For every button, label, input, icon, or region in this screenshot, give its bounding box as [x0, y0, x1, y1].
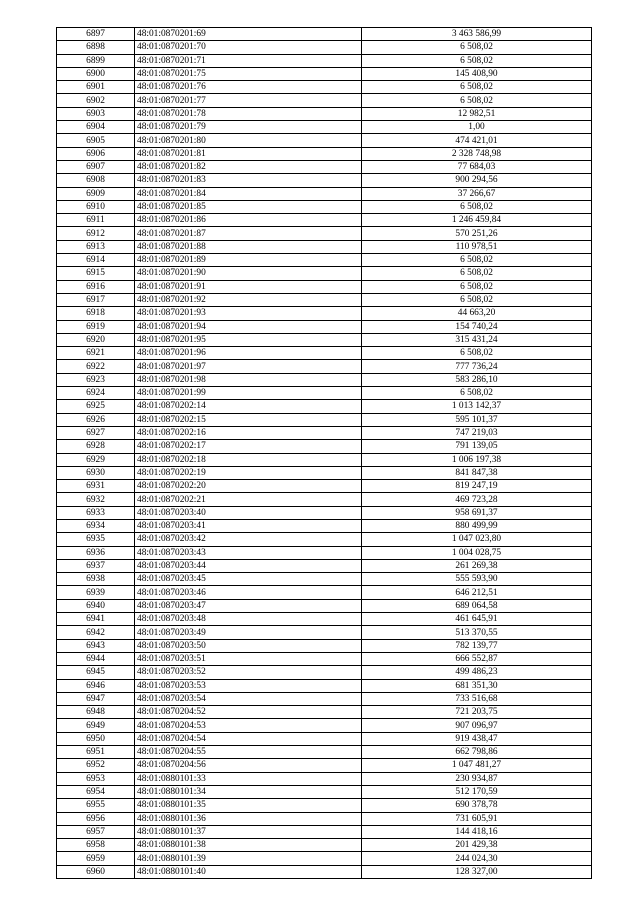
table-row — [57, 519, 592, 532]
cadastral-value-table — [56, 27, 592, 879]
table-row — [57, 533, 592, 546]
row-number-cell: 6928 — [57, 440, 135, 453]
cadastral-number-cell: 48:01:0870202:14 — [135, 400, 362, 413]
cadastral-number-cell: 48:01:0870201:76 — [135, 81, 362, 94]
row-number-cell: 6932 — [57, 493, 135, 506]
cadastral-number-cell: 48:01:0870201:96 — [135, 347, 362, 360]
table-row — [57, 679, 592, 692]
table-row — [57, 812, 592, 825]
cadastral-value-cell: 6 508,02 — [362, 54, 592, 67]
table-row — [57, 586, 592, 599]
cadastral-value-cell: 512 170,59 — [362, 785, 592, 798]
cadastral-number-cell: 48:01:0880101:34 — [135, 785, 362, 798]
row-number-cell: 6931 — [57, 480, 135, 493]
table-row — [57, 54, 592, 67]
cadastral-number-cell: 48:01:0870202:16 — [135, 426, 362, 439]
row-number-cell: 6953 — [57, 772, 135, 785]
table-row — [57, 267, 592, 280]
row-number-cell: 6901 — [57, 81, 135, 94]
row-number-cell: 6922 — [57, 360, 135, 373]
row-number-cell: 6939 — [57, 586, 135, 599]
cadastral-number-cell: 48:01:0870202:15 — [135, 413, 362, 426]
row-number-cell: 6959 — [57, 852, 135, 865]
table-row — [57, 293, 592, 306]
table-row — [57, 626, 592, 639]
table-row — [57, 347, 592, 360]
row-number-cell: 6919 — [57, 320, 135, 333]
cadastral-value-cell: 1 047 023,80 — [362, 533, 592, 546]
cadastral-value-cell: 782 139,77 — [362, 639, 592, 652]
row-number-cell: 6929 — [57, 453, 135, 466]
cadastral-number-cell: 48:01:0880101:37 — [135, 825, 362, 838]
cadastral-number-cell: 48:01:0870201:99 — [135, 387, 362, 400]
cadastral-number-cell: 48:01:0870201:82 — [135, 160, 362, 173]
cadastral-number-cell: 48:01:0870201:83 — [135, 174, 362, 187]
row-number-cell: 6917 — [57, 293, 135, 306]
row-number-cell: 6918 — [57, 307, 135, 320]
table-row — [57, 440, 592, 453]
cadastral-number-cell: 48:01:0870204:52 — [135, 706, 362, 719]
row-number-cell: 6957 — [57, 825, 135, 838]
cadastral-value-cell: 6 508,02 — [362, 347, 592, 360]
cadastral-number-cell: 48:01:0870201:95 — [135, 333, 362, 346]
cadastral-value-cell: 1 004 028,75 — [362, 546, 592, 559]
row-number-cell: 6899 — [57, 54, 135, 67]
row-number-cell: 6946 — [57, 679, 135, 692]
cadastral-number-cell: 48:01:0870201:85 — [135, 200, 362, 213]
cadastral-number-cell: 48:01:0870201:70 — [135, 41, 362, 54]
table-row — [57, 772, 592, 785]
row-number-cell: 6938 — [57, 573, 135, 586]
cadastral-value-cell: 6 508,02 — [362, 41, 592, 54]
cadastral-value-cell: 6 508,02 — [362, 280, 592, 293]
table-row — [57, 652, 592, 665]
table-row — [57, 413, 592, 426]
cadastral-value-cell: 315 431,24 — [362, 333, 592, 346]
cadastral-number-cell: 48:01:0870203:45 — [135, 573, 362, 586]
cadastral-value-cell: 1 047 481,27 — [362, 759, 592, 772]
cadastral-value-cell: 6 508,02 — [362, 254, 592, 267]
row-number-cell: 6940 — [57, 599, 135, 612]
cadastral-value-cell: 261 269,38 — [362, 559, 592, 572]
cadastral-number-cell: 48:01:0870203:53 — [135, 679, 362, 692]
cadastral-value-cell: 777 736,24 — [362, 360, 592, 373]
table-row — [57, 280, 592, 293]
table-row — [57, 825, 592, 838]
table-row — [57, 307, 592, 320]
cadastral-value-cell: 1,00 — [362, 121, 592, 134]
cadastral-value-cell: 919 438,47 — [362, 732, 592, 745]
table-row — [57, 254, 592, 267]
row-number-cell: 6905 — [57, 134, 135, 147]
table-row — [57, 387, 592, 400]
row-number-cell: 6897 — [57, 28, 135, 41]
cadastral-value-cell: 6 508,02 — [362, 267, 592, 280]
row-number-cell: 6900 — [57, 67, 135, 80]
table-row — [57, 360, 592, 373]
cadastral-number-cell: 48:01:0870202:21 — [135, 493, 362, 506]
cadastral-value-cell: 570 251,26 — [362, 227, 592, 240]
row-number-cell: 6954 — [57, 785, 135, 798]
row-number-cell: 6911 — [57, 214, 135, 227]
cadastral-value-cell: 128 327,00 — [362, 865, 592, 878]
cadastral-number-cell: 48:01:0870201:97 — [135, 360, 362, 373]
cadastral-value-cell: 662 798,86 — [362, 746, 592, 759]
cadastral-value-cell: 721 203,75 — [362, 706, 592, 719]
cadastral-number-cell: 48:01:0870201:79 — [135, 121, 362, 134]
cadastral-number-cell: 48:01:0870203:41 — [135, 519, 362, 532]
cadastral-number-cell: 48:01:0870202:19 — [135, 466, 362, 479]
cadastral-number-cell: 48:01:0880101:39 — [135, 852, 362, 865]
cadastral-value-cell: 747 219,03 — [362, 426, 592, 439]
row-number-cell: 6937 — [57, 559, 135, 572]
cadastral-number-cell: 48:01:0870201:84 — [135, 187, 362, 200]
table-row — [57, 852, 592, 865]
table-row — [57, 227, 592, 240]
row-number-cell: 6909 — [57, 187, 135, 200]
cadastral-value-cell: 461 645,91 — [362, 613, 592, 626]
cadastral-value-cell: 145 408,90 — [362, 67, 592, 80]
row-number-cell: 6925 — [57, 400, 135, 413]
table-row — [57, 426, 592, 439]
table-row — [57, 67, 592, 80]
row-number-cell: 6948 — [57, 706, 135, 719]
cadastral-value-cell: 244 024,30 — [362, 852, 592, 865]
row-number-cell: 6941 — [57, 613, 135, 626]
cadastral-number-cell: 48:01:0870201:93 — [135, 307, 362, 320]
table-row — [57, 719, 592, 732]
table-row — [57, 134, 592, 147]
cadastral-number-cell: 48:01:0870201:71 — [135, 54, 362, 67]
cadastral-number-cell: 48:01:0870201:78 — [135, 107, 362, 120]
cadastral-value-cell: 474 421,01 — [362, 134, 592, 147]
table-row — [57, 546, 592, 559]
row-number-cell: 6914 — [57, 254, 135, 267]
row-number-cell: 6920 — [57, 333, 135, 346]
cadastral-number-cell: 48:01:0870204:56 — [135, 759, 362, 772]
cadastral-value-cell: 900 294,56 — [362, 174, 592, 187]
row-number-cell: 6947 — [57, 692, 135, 705]
cadastral-number-cell: 48:01:0880101:40 — [135, 865, 362, 878]
cadastral-value-cell: 733 516,68 — [362, 692, 592, 705]
table-row — [57, 333, 592, 346]
row-number-cell: 6942 — [57, 626, 135, 639]
cadastral-value-cell: 154 740,24 — [362, 320, 592, 333]
cadastral-number-cell: 48:01:0870204:55 — [135, 746, 362, 759]
cadastral-value-cell: 681 351,30 — [362, 679, 592, 692]
table-row — [57, 759, 592, 772]
row-number-cell: 6956 — [57, 812, 135, 825]
cadastral-value-cell: 819 247,19 — [362, 480, 592, 493]
row-number-cell: 6935 — [57, 533, 135, 546]
cadastral-number-cell: 48:01:0870201:86 — [135, 214, 362, 227]
cadastral-value-cell: 44 663,20 — [362, 307, 592, 320]
cadastral-value-cell: 1 246 459,84 — [362, 214, 592, 227]
cadastral-number-cell: 48:01:0870204:53 — [135, 719, 362, 732]
row-number-cell: 6923 — [57, 373, 135, 386]
table-row — [57, 214, 592, 227]
row-number-cell: 6958 — [57, 839, 135, 852]
row-number-cell: 6950 — [57, 732, 135, 745]
row-number-cell: 6949 — [57, 719, 135, 732]
cadastral-value-cell: 77 684,03 — [362, 160, 592, 173]
table-row — [57, 466, 592, 479]
cadastral-value-cell: 2 328 748,98 — [362, 147, 592, 160]
cadastral-number-cell: 48:01:0870203:51 — [135, 652, 362, 665]
cadastral-value-cell: 555 593,90 — [362, 573, 592, 586]
table-row — [57, 41, 592, 54]
cadastral-number-cell: 48:01:0870203:49 — [135, 626, 362, 639]
row-number-cell: 6926 — [57, 413, 135, 426]
table-row — [57, 187, 592, 200]
cadastral-number-cell: 48:01:0870203:42 — [135, 533, 362, 546]
cadastral-number-cell: 48:01:0870201:88 — [135, 240, 362, 253]
cadastral-value-cell: 6 508,02 — [362, 81, 592, 94]
table-row — [57, 200, 592, 213]
cadastral-number-cell: 48:01:0870202:18 — [135, 453, 362, 466]
row-number-cell: 6912 — [57, 227, 135, 240]
row-number-cell: 6904 — [57, 121, 135, 134]
table-row — [57, 160, 592, 173]
table-row — [57, 240, 592, 253]
table-row — [57, 692, 592, 705]
row-number-cell: 6913 — [57, 240, 135, 253]
table-row — [57, 107, 592, 120]
table-row — [57, 666, 592, 679]
table-row — [57, 174, 592, 187]
table-row — [57, 865, 592, 878]
table-row — [57, 480, 592, 493]
cadastral-number-cell: 48:01:0870201:69 — [135, 28, 362, 41]
row-number-cell: 6927 — [57, 426, 135, 439]
cadastral-value-cell: 880 499,99 — [362, 519, 592, 532]
cadastral-value-cell: 1 013 142,37 — [362, 400, 592, 413]
cadastral-number-cell: 48:01:0880101:38 — [135, 839, 362, 852]
row-number-cell: 6951 — [57, 746, 135, 759]
cadastral-value-cell: 689 064,58 — [362, 599, 592, 612]
row-number-cell: 6945 — [57, 666, 135, 679]
cadastral-value-cell: 230 934,87 — [362, 772, 592, 785]
cadastral-value-cell: 513 370,55 — [362, 626, 592, 639]
cadastral-value-cell: 12 982,51 — [362, 107, 592, 120]
cadastral-value-cell: 6 508,02 — [362, 387, 592, 400]
cadastral-number-cell: 48:01:0870203:46 — [135, 586, 362, 599]
cadastral-number-cell: 48:01:0870203:43 — [135, 546, 362, 559]
row-number-cell: 6907 — [57, 160, 135, 173]
cadastral-number-cell: 48:01:0870203:54 — [135, 692, 362, 705]
table-row — [57, 320, 592, 333]
table-row — [57, 121, 592, 134]
row-number-cell: 6924 — [57, 387, 135, 400]
cadastral-number-cell: 48:01:0870201:89 — [135, 254, 362, 267]
table-row — [57, 706, 592, 719]
cadastral-value-cell: 499 486,23 — [362, 666, 592, 679]
cadastral-value-cell: 731 605,91 — [362, 812, 592, 825]
cadastral-value-cell: 110 978,51 — [362, 240, 592, 253]
cadastral-number-cell: 48:01:0870201:98 — [135, 373, 362, 386]
cadastral-number-cell: 48:01:0870201:94 — [135, 320, 362, 333]
cadastral-value-cell: 958 691,37 — [362, 506, 592, 519]
table-row — [57, 81, 592, 94]
cadastral-value-cell: 6 508,02 — [362, 94, 592, 107]
row-number-cell: 6906 — [57, 147, 135, 160]
table-row — [57, 373, 592, 386]
table-body — [57, 28, 592, 879]
row-number-cell: 6952 — [57, 759, 135, 772]
table-row — [57, 493, 592, 506]
row-number-cell: 6910 — [57, 200, 135, 213]
table-row — [57, 453, 592, 466]
row-number-cell: 6902 — [57, 94, 135, 107]
row-number-cell: 6943 — [57, 639, 135, 652]
cadastral-value-cell: 907 096,97 — [362, 719, 592, 732]
cadastral-value-cell: 201 429,38 — [362, 839, 592, 852]
table-row — [57, 400, 592, 413]
table-row — [57, 613, 592, 626]
row-number-cell: 6915 — [57, 267, 135, 280]
table-row — [57, 639, 592, 652]
cadastral-number-cell: 48:01:0870203:48 — [135, 613, 362, 626]
cadastral-number-cell: 48:01:0870201:80 — [135, 134, 362, 147]
table-row — [57, 573, 592, 586]
cadastral-value-cell: 646 212,51 — [362, 586, 592, 599]
row-number-cell: 6936 — [57, 546, 135, 559]
table-row — [57, 746, 592, 759]
table-row — [57, 799, 592, 812]
cadastral-number-cell: 48:01:0880101:36 — [135, 812, 362, 825]
cadastral-value-cell: 144 418,16 — [362, 825, 592, 838]
row-number-cell: 6903 — [57, 107, 135, 120]
cadastral-value-cell: 791 139,05 — [362, 440, 592, 453]
cadastral-value-cell: 469 723,28 — [362, 493, 592, 506]
row-number-cell: 6934 — [57, 519, 135, 532]
cadastral-number-cell: 48:01:0870203:50 — [135, 639, 362, 652]
cadastral-value-cell: 3 463 586,99 — [362, 28, 592, 41]
row-number-cell: 6908 — [57, 174, 135, 187]
cadastral-number-cell: 48:01:0870201:92 — [135, 293, 362, 306]
cadastral-number-cell: 48:01:0880101:35 — [135, 799, 362, 812]
cadastral-number-cell: 48:01:0880101:33 — [135, 772, 362, 785]
cadastral-number-cell: 48:01:0870204:54 — [135, 732, 362, 745]
cadastral-value-cell: 595 101,37 — [362, 413, 592, 426]
row-number-cell: 6930 — [57, 466, 135, 479]
cadastral-value-cell: 841 847,38 — [362, 466, 592, 479]
cadastral-value-cell: 666 552,87 — [362, 652, 592, 665]
table-row — [57, 506, 592, 519]
table-row — [57, 559, 592, 572]
cadastral-number-cell: 48:01:0870201:91 — [135, 280, 362, 293]
table-row — [57, 28, 592, 41]
cadastral-value-cell: 37 266,67 — [362, 187, 592, 200]
row-number-cell: 6960 — [57, 865, 135, 878]
table-row — [57, 94, 592, 107]
cadastral-number-cell: 48:01:0870202:17 — [135, 440, 362, 453]
row-number-cell: 6933 — [57, 506, 135, 519]
cadastral-number-cell: 48:01:0870203:52 — [135, 666, 362, 679]
table-row — [57, 147, 592, 160]
cadastral-number-cell: 48:01:0870201:90 — [135, 267, 362, 280]
row-number-cell: 6955 — [57, 799, 135, 812]
cadastral-value-cell: 6 508,02 — [362, 200, 592, 213]
cadastral-number-cell: 48:01:0870203:40 — [135, 506, 362, 519]
cadastral-number-cell: 48:01:0870201:77 — [135, 94, 362, 107]
table-row — [57, 732, 592, 745]
table-row — [57, 785, 592, 798]
cadastral-number-cell: 48:01:0870203:47 — [135, 599, 362, 612]
cadastral-number-cell: 48:01:0870201:75 — [135, 67, 362, 80]
row-number-cell: 6944 — [57, 652, 135, 665]
table-row — [57, 839, 592, 852]
row-number-cell: 6898 — [57, 41, 135, 54]
cadastral-number-cell: 48:01:0870201:87 — [135, 227, 362, 240]
row-number-cell: 6921 — [57, 347, 135, 360]
cadastral-value-cell: 690 378,78 — [362, 799, 592, 812]
cadastral-value-cell: 1 006 197,38 — [362, 453, 592, 466]
row-number-cell: 6916 — [57, 280, 135, 293]
cadastral-value-cell: 583 286,10 — [362, 373, 592, 386]
table-row — [57, 599, 592, 612]
cadastral-number-cell: 48:01:0870201:81 — [135, 147, 362, 160]
cadastral-value-cell: 6 508,02 — [362, 293, 592, 306]
cadastral-number-cell: 48:01:0870202:20 — [135, 480, 362, 493]
cadastral-number-cell: 48:01:0870203:44 — [135, 559, 362, 572]
